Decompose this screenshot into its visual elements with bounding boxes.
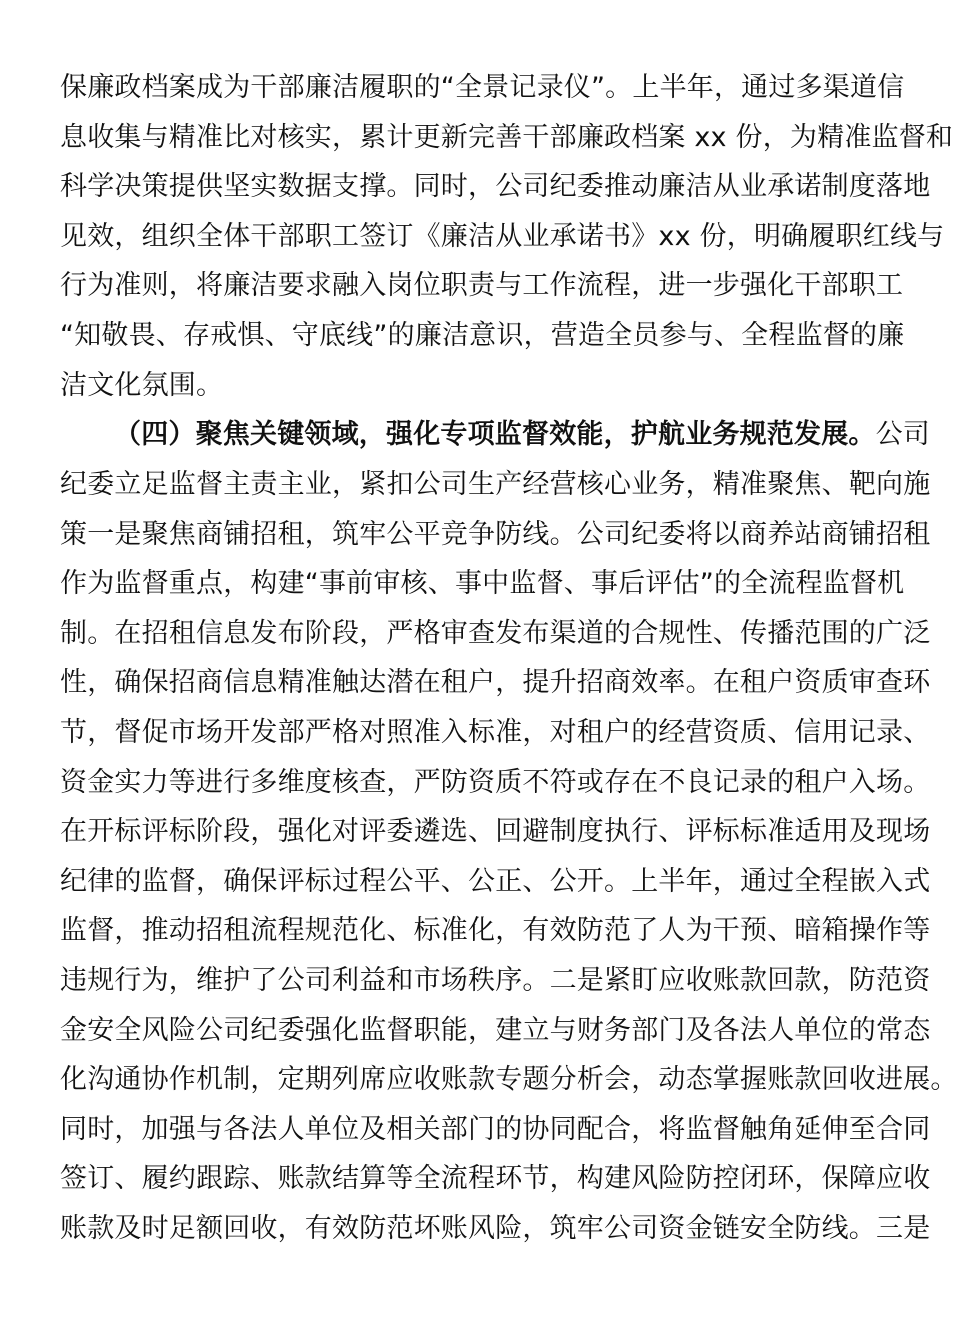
text-line: 洁文化氛围。 [60,370,224,401]
text-line: 策一是聚焦商铺招租，筑牢公平竞争防线。公司纪委将以商养站商铺招租 [60,519,931,550]
text-line: 化沟通协作机制，定期列席应收账款专题分析会，动态掌握账款回收进展。 [60,1064,958,1095]
text-line: 在开标评标阶段，强化对评委遴选、回避制度执行、评标标准适用及现场 [60,816,931,847]
text-line: 纪委立足监督主责主业，紧扣公司生产经营核心业务，精准聚焦、靶向施 [60,469,931,500]
text-line: 纪律的监督，确保评标过程公平、公正、公开。上半年，通过全程嵌入式 [60,866,931,897]
text-line: 签订、履约跟踪、账款结算等全流程环节，构建风险防控闭环，保障应收 [60,1163,931,1194]
text-line: 制。在招租信息发布阶段，严格审查发布渠道的合规性、传播范围的广泛 [60,618,931,649]
text-line: 性，确保招商信息精准触达潜在租户，提升招商效率。在租户资质审查环 [60,667,931,698]
text-line: 科学决策提供坚实数据支撑。同时，公司纪委推动廉洁从业承诺制度落地 [60,171,931,202]
text-line: “知敬畏、存戒惧、守底线”的廉洁意识，营造全员参与、全程监督的廉 [60,320,905,351]
section-heading-title: （四）聚焦关键领域，强化专项监督效能，护航业务规范发展。 [114,419,876,450]
text-line: 金安全风险公司纪委强化监督职能，建立与财务部门及各法人单位的常态 [60,1015,931,1046]
section-heading-continuation: 公司 [875,419,931,450]
text-line: 违规行为，维护了公司利益和市场秩序。二是紧盯应收账款回款，防范资 [60,965,931,996]
text-line: 息收集与精准比对核实，累计更新完善干部廉政档案 xx 份，为精准监督和 [60,122,954,153]
text-line: 作为监督重点，构建“事前审核、事中监督、事后评估”的全流程监督机 [60,568,905,599]
text-line: 同时，加强与各法人单位及相关部门的协同配合，将监督触角延伸至合同 [60,1114,931,1145]
text-line: 行为准则，将廉洁要求融入岗位职责与工作流程，进一步强化干部职工 [60,270,904,301]
text-line: 见效，组织全体干部职工签订《廉洁从业承诺书》xx 份，明确履职红线与 [60,221,945,252]
text-line: 账款及时足额回收，有效防范坏账风险，筑牢公司资金链安全防线。三是 [60,1213,931,1244]
section-heading [60,415,931,455]
text-line: 监督，推动招租流程规范化、标准化，有效防范了人为干预、暗箱操作等 [60,915,931,946]
text-line: 保廉政档案成为干部廉洁履职的“全景记录仪”。上半年，通过多渠道信 [60,72,905,103]
text-line: 节，督促市场开发部严格对照准入标准，对租户的经营资质、信用记录、 [60,717,931,748]
text-line: 资金实力等进行多维度核查，严防资质不符或存在不良记录的租户入场。 [60,767,931,798]
